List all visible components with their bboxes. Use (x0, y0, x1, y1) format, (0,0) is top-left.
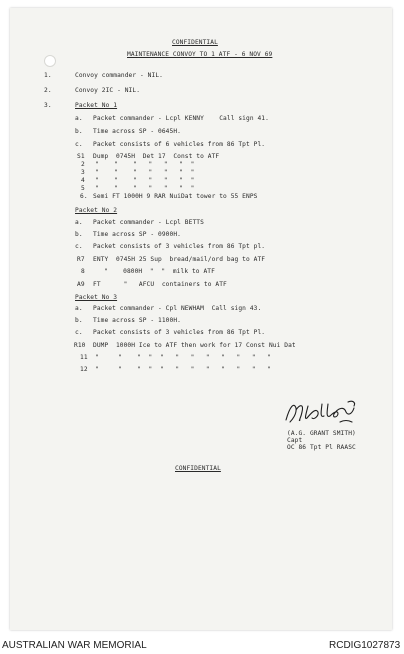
handwritten-signature (282, 398, 366, 430)
vehicle-id: R10 (74, 342, 86, 349)
vehicle-details: Dump 0745H Det 17 Const to ATF (93, 153, 220, 160)
packet-line-letter: a. (75, 219, 83, 226)
document-page (10, 8, 392, 630)
packet-heading: Packet No 2 (75, 207, 118, 214)
packet-line-text: Packet consists of 3 vehicles from 86 Tpt pl. (93, 243, 266, 250)
packet-line-text: Packet commander - Cpl NEWHAM Call sign 43. (93, 305, 262, 312)
packet-line-text: Time across SP - 1100H. (93, 317, 181, 324)
vehicle-id: 5 (81, 185, 85, 192)
vehicle-id: 12 (80, 366, 88, 373)
packet-line-letter: c. (75, 243, 83, 250)
vehicle-details: " " " " " " " (95, 177, 195, 184)
vehicle-id: S1 (77, 153, 85, 160)
signatory-name: (A.G. GRANT SMITH) (287, 430, 356, 437)
packet-line-text: Packet consists of 3 vehicles from 86 Tpt Pl. (93, 329, 266, 336)
packet-line-letter: a. (75, 305, 83, 312)
vehicle-id: 3 (81, 169, 85, 176)
packet-line-text: Packet consists of 6 vehicles from 86 Tpt Pl. (93, 141, 266, 148)
vehicle-details: " " " " " " " (95, 169, 195, 176)
item-text: Convoy commander - NIL. (75, 72, 163, 79)
punch-hole (44, 55, 56, 67)
item-text: Convoy 2IC - NIL. (75, 87, 141, 94)
packet-heading: Packet No 1 (75, 102, 118, 109)
vehicle-id: R7 (77, 256, 85, 263)
footer-record-id: RCDIG1027873 (329, 640, 401, 651)
vehicle-id: 4 (81, 177, 85, 184)
packet-heading: Packet No 3 (75, 294, 118, 301)
signatory-rank: Capt (287, 437, 303, 444)
vehicle-id: 6. (80, 193, 88, 200)
packet-line-letter: c. (75, 141, 83, 148)
vehicle-id: 2 (81, 161, 85, 168)
vehicle-details: Semi FT 1000H 9 RAR NuiDat tower to 55 ENPS (93, 193, 258, 200)
vehicle-details: " " " " " " " " " " " " (95, 366, 271, 373)
item-number: 2. (44, 87, 52, 94)
vehicle-details: ENTY 0745H 25 Sup bread/mail/ord bag to ATF (93, 256, 266, 263)
top-confidential-marking: CONFIDENTIAL (172, 39, 218, 46)
packet-line-text: Packet commander - Lcpl KENNY Call sign 41. (93, 115, 269, 122)
packet-line-text: Time across SP - 0900H. (93, 231, 181, 238)
item-number: 3. (44, 102, 52, 109)
packet-line-text: Packet commander - Lcpl BETTS (93, 219, 204, 226)
bottom-confidential-marking: CONFIDENTIAL (175, 465, 221, 472)
vehicle-details: " 0800H " " milk to ATF (104, 268, 215, 275)
signatory-unit: OC 86 Tpt Pl RAASC (287, 444, 356, 451)
vehicle-id: 11 (80, 354, 88, 361)
document-title: MAINTENANCE CONVOY TO 1 ATF - 6 NOV 69 (127, 51, 273, 58)
vehicle-details: FT " AFCU containers to ATF (93, 281, 227, 288)
packet-line-letter: a. (75, 115, 83, 122)
item-number: 1. (44, 72, 52, 79)
packet-line-letter: b. (75, 317, 83, 324)
packet-line-letter: b. (75, 231, 83, 238)
packet-line-letter: b. (75, 128, 83, 135)
vehicle-details: " " " " " " " (95, 185, 195, 192)
packet-line-text: Time across SP - 0645H. (93, 128, 181, 135)
footer-source: AUSTRALIAN WAR MEMORIAL (2, 640, 147, 651)
vehicle-id: A9 (77, 281, 85, 288)
vehicle-id: 8 (81, 268, 85, 275)
vehicle-details: " " " " " " " (95, 161, 195, 168)
vehicle-details: " " " " " " " " " " " " (95, 354, 271, 361)
vehicle-details: DUMP 1000H Ice to ATF then work for 17 Const Nui Dat (93, 342, 296, 349)
packet-line-letter: c. (75, 329, 83, 336)
